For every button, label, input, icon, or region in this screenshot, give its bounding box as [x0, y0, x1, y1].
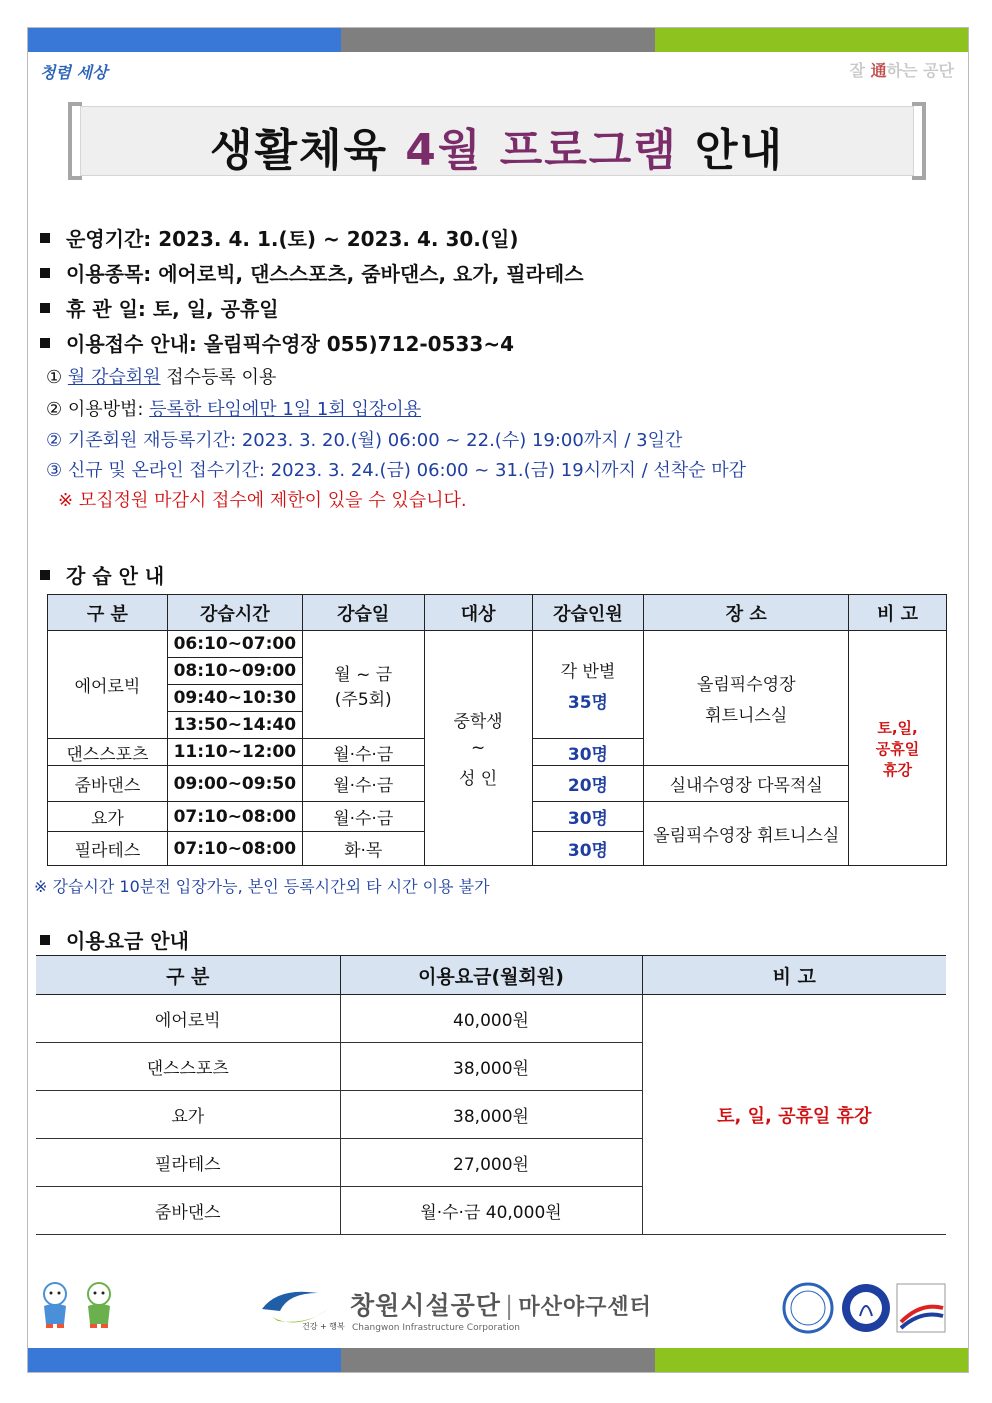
info-item-3: ② 기존회원 재등록기간: 2023. 3. 20.(월) 06:00 ~ 22.(수) 19:00까지 / 3일간	[46, 430, 683, 451]
fee-table-header: 구 분 이용요금(월회원) 비 고	[36, 956, 946, 995]
notice-text: ※ 모집정원 마감시 접수에 제한이 있을 수 있습니다.	[58, 490, 467, 511]
fee-table	[36, 955, 946, 1235]
table-row: 필라테스 27,000원	[36, 1139, 946, 1187]
mascot-blue-icon	[36, 1280, 74, 1330]
fee-remark: 토, 일, 공휴일 휴강	[642, 995, 946, 1235]
table-row: 요가 07:10~08:00 월·수·금 30명 올림픽수영장 휘트니스실	[48, 802, 947, 832]
info-item-4: ③ 신규 및 온라인 접수기간: 2023. 3. 24.(금) 06:00 ~ 31.(금) 19시까지 / 선착순 마감	[46, 460, 747, 481]
fee-heading: 이용요금 안내	[40, 925, 189, 954]
info-item-2: ② 이용방법: 등록한 타임에만 1일 1회 입장이용	[46, 399, 422, 420]
corporation-ci-icon	[258, 1285, 345, 1333]
consumer-badge-icon	[782, 1282, 834, 1334]
class-note: ※ 강습시간 10분전 입장가능, 본인 등록시간외 타 시간 이용 불가	[34, 877, 490, 896]
mascot-green-icon	[80, 1280, 118, 1330]
class-table	[47, 594, 947, 866]
class-heading: 강 습 안 내	[40, 560, 164, 589]
info-section	[40, 222, 940, 516]
slogan-logo: 잘 通하는 공단	[849, 61, 954, 80]
bottom-color-bar	[28, 1348, 968, 1372]
table-row: 필라테스 07:10~08:00 화·목 30명	[48, 832, 947, 866]
info-item-1: ① 월 강습회원 접수등록 이용	[46, 367, 277, 388]
table-row: 09:40~10:30	[48, 685, 947, 712]
corporation-name: 창원시설공단 | 마산야구센터	[350, 1291, 652, 1320]
contact-line: 이용접수 안내: 올림픽수영장 055)712-0533~4	[40, 327, 940, 362]
certification-badge-icon	[895, 1282, 947, 1334]
table-row: 댄스스포츠 11:10~12:00 월·수·금 30명	[48, 739, 947, 766]
table-row: 댄스스포츠 38,000원	[36, 1043, 946, 1091]
table-row: 줌바댄스 09:00~09:50 월·수·금 20명 실내수영장 다목적실	[48, 766, 947, 802]
top-color-bar	[28, 28, 968, 52]
table-row: 08:10~09:00	[48, 658, 947, 685]
table-row: 줌바댄스 월·수·금 40,000원	[36, 1187, 946, 1235]
class-table-header: 구 분 강습시간 강습일 대상 강습인원 장 소 비 고	[48, 595, 947, 631]
svg-text:건강 + 행복: 건강 + 행복	[302, 1322, 345, 1331]
holidays-line: 휴 관 일: 토, 일, 공휴일	[40, 292, 940, 327]
table-row: 13:50~14:40	[48, 712, 947, 739]
title-box	[68, 102, 926, 180]
integrity-logo: 청렴 세상	[40, 63, 108, 82]
page-title: 생활체육 4월 프로그램 안내	[209, 125, 785, 176]
table-row: 요가 38,000원	[36, 1091, 946, 1139]
footer	[0, 1280, 992, 1350]
table-row: 에어로빅 40,000원 토, 일, 공휴일 휴강	[36, 995, 946, 1043]
table-row: 에어로빅 06:10~07:00 월 ~ 금 (주5회) 중학생 ~ 성 인 각 반별 35명 올림픽수영장 휘트니스실 토,일, 공휴일 휴강	[48, 631, 947, 658]
human-rights-badge-icon	[840, 1282, 892, 1334]
programs-line: 이용종목: 에어로빅, 댄스스포츠, 줌바댄스, 요가, 필라테스	[40, 257, 940, 292]
period-line: 운영기간: 2023. 4. 1.(토) ~ 2023. 4. 30.(일)	[40, 222, 940, 257]
corporation-english-name: Changwon Infrastructure Corporation	[352, 1323, 520, 1333]
